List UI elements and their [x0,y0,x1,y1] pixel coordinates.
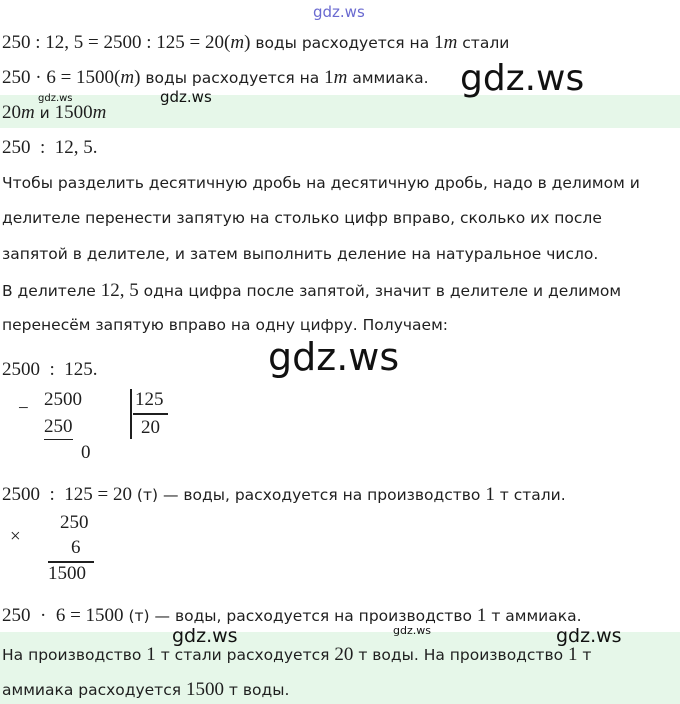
result-line-5 [2,484,566,506]
factor-1: 250 [60,512,89,533]
plain-text: и [34,104,55,122]
math-var: m [230,32,245,53]
plain-text: т аммиака. [486,607,582,625]
plain-text: (т) — воды, расходуется на производство [123,607,477,625]
math-text: 1500 [54,102,93,123]
expression-line-4: 2500 : 125. [2,359,98,380]
times-sign: × [10,526,21,547]
divisor: 125 [135,389,164,410]
watermark-small-1: gdz.ws [38,93,73,104]
math-text: 1 [434,32,444,53]
equation-line-1 [2,32,509,54]
final-answer-line-1 [2,644,591,666]
math-text: 1500 [186,679,224,700]
rule-paragraph-line-2: делителе перенести запятую на столько цифр вправо, сколько их после [2,209,602,227]
math-text: 20 [334,644,354,665]
plain-text: воды расходуется на [140,69,325,87]
math-text: 2500 : 125 = 20 [2,484,132,505]
math-text: 12, 5 [100,280,139,301]
dividend: 2500 [44,389,82,410]
final-answer-line-2 [2,679,289,701]
plain-text: аммиака. [347,69,429,87]
math-text: 20 [2,102,21,123]
plain-text: аммиака расходуется [2,681,186,699]
math-text: ) [244,32,251,53]
math-text: 1 [485,484,495,505]
rule-paragraph-line-1: Чтобы разделить десятичную дробь на десятичную дробь, надо в делимом и [2,174,640,192]
remainder: 0 [81,442,91,463]
plain-text: воды расходуется на [250,34,435,52]
watermark-top: gdz.ws [313,3,365,21]
math-text: 1 [476,605,487,626]
math-var: m [92,102,107,123]
watermark-small-2: gdz.ws [160,88,212,106]
watermark-big-2: gdz.ws [268,335,400,379]
math-text: 1 [567,644,578,665]
plain-text: (т) — воды, расходуется на производство [132,486,486,504]
division-bar-horizontal [133,413,168,415]
math-text: 250 : 12, 5 = 2500 : 125 = 20( [2,32,231,53]
expression-line-3: 250 : 12, 5. [2,137,98,158]
math-text: 250 · 6 = 1500 [2,605,124,626]
minus-sign: − [18,398,29,419]
watermark-small-3: gdz.ws [172,625,238,647]
plain-text: стали [457,34,510,52]
result-line-6 [2,605,582,627]
watermark-big-1: gdz.ws [460,58,585,99]
plain-text: т [577,646,592,664]
plain-text: т стали. [494,486,566,504]
math-text: 1 [146,644,156,665]
explanation-line-2: перенесём запятую вправо на одну цифру. Получаем: [2,316,448,334]
watermark-small-5: gdz.ws [556,625,622,647]
explanation-line-1 [2,280,621,302]
division-bar-vertical [130,389,132,439]
factor-2: 6 [71,537,81,558]
product: 1500 [48,563,86,584]
plain-text: На производство [2,646,147,664]
plain-text: т воды. На производство [353,646,568,664]
rule-paragraph-line-3: запятой в делителе, и затем выполнить деление на натуральное число. [2,245,599,263]
subtrahend: 250 [44,416,73,440]
math-var: m [443,32,458,53]
math-text: ) [134,67,141,88]
answer-short [2,102,106,124]
plain-text: т стали расходуется [155,646,335,664]
math-text: 1 [324,67,334,88]
math-var: m [120,67,135,88]
plain-text: одна цифра после запятой, значит в делителе и делимом [138,282,622,300]
math-var: m [333,67,348,88]
math-text: 250 · 6 = 1500( [2,67,121,88]
math-var: m [21,102,35,123]
equation-line-2 [2,67,429,89]
plain-text: т воды. [224,681,290,699]
quotient: 20 [141,417,160,438]
plain-text: В делителе [2,282,101,300]
watermark-small-4: gdz.ws [393,624,431,637]
